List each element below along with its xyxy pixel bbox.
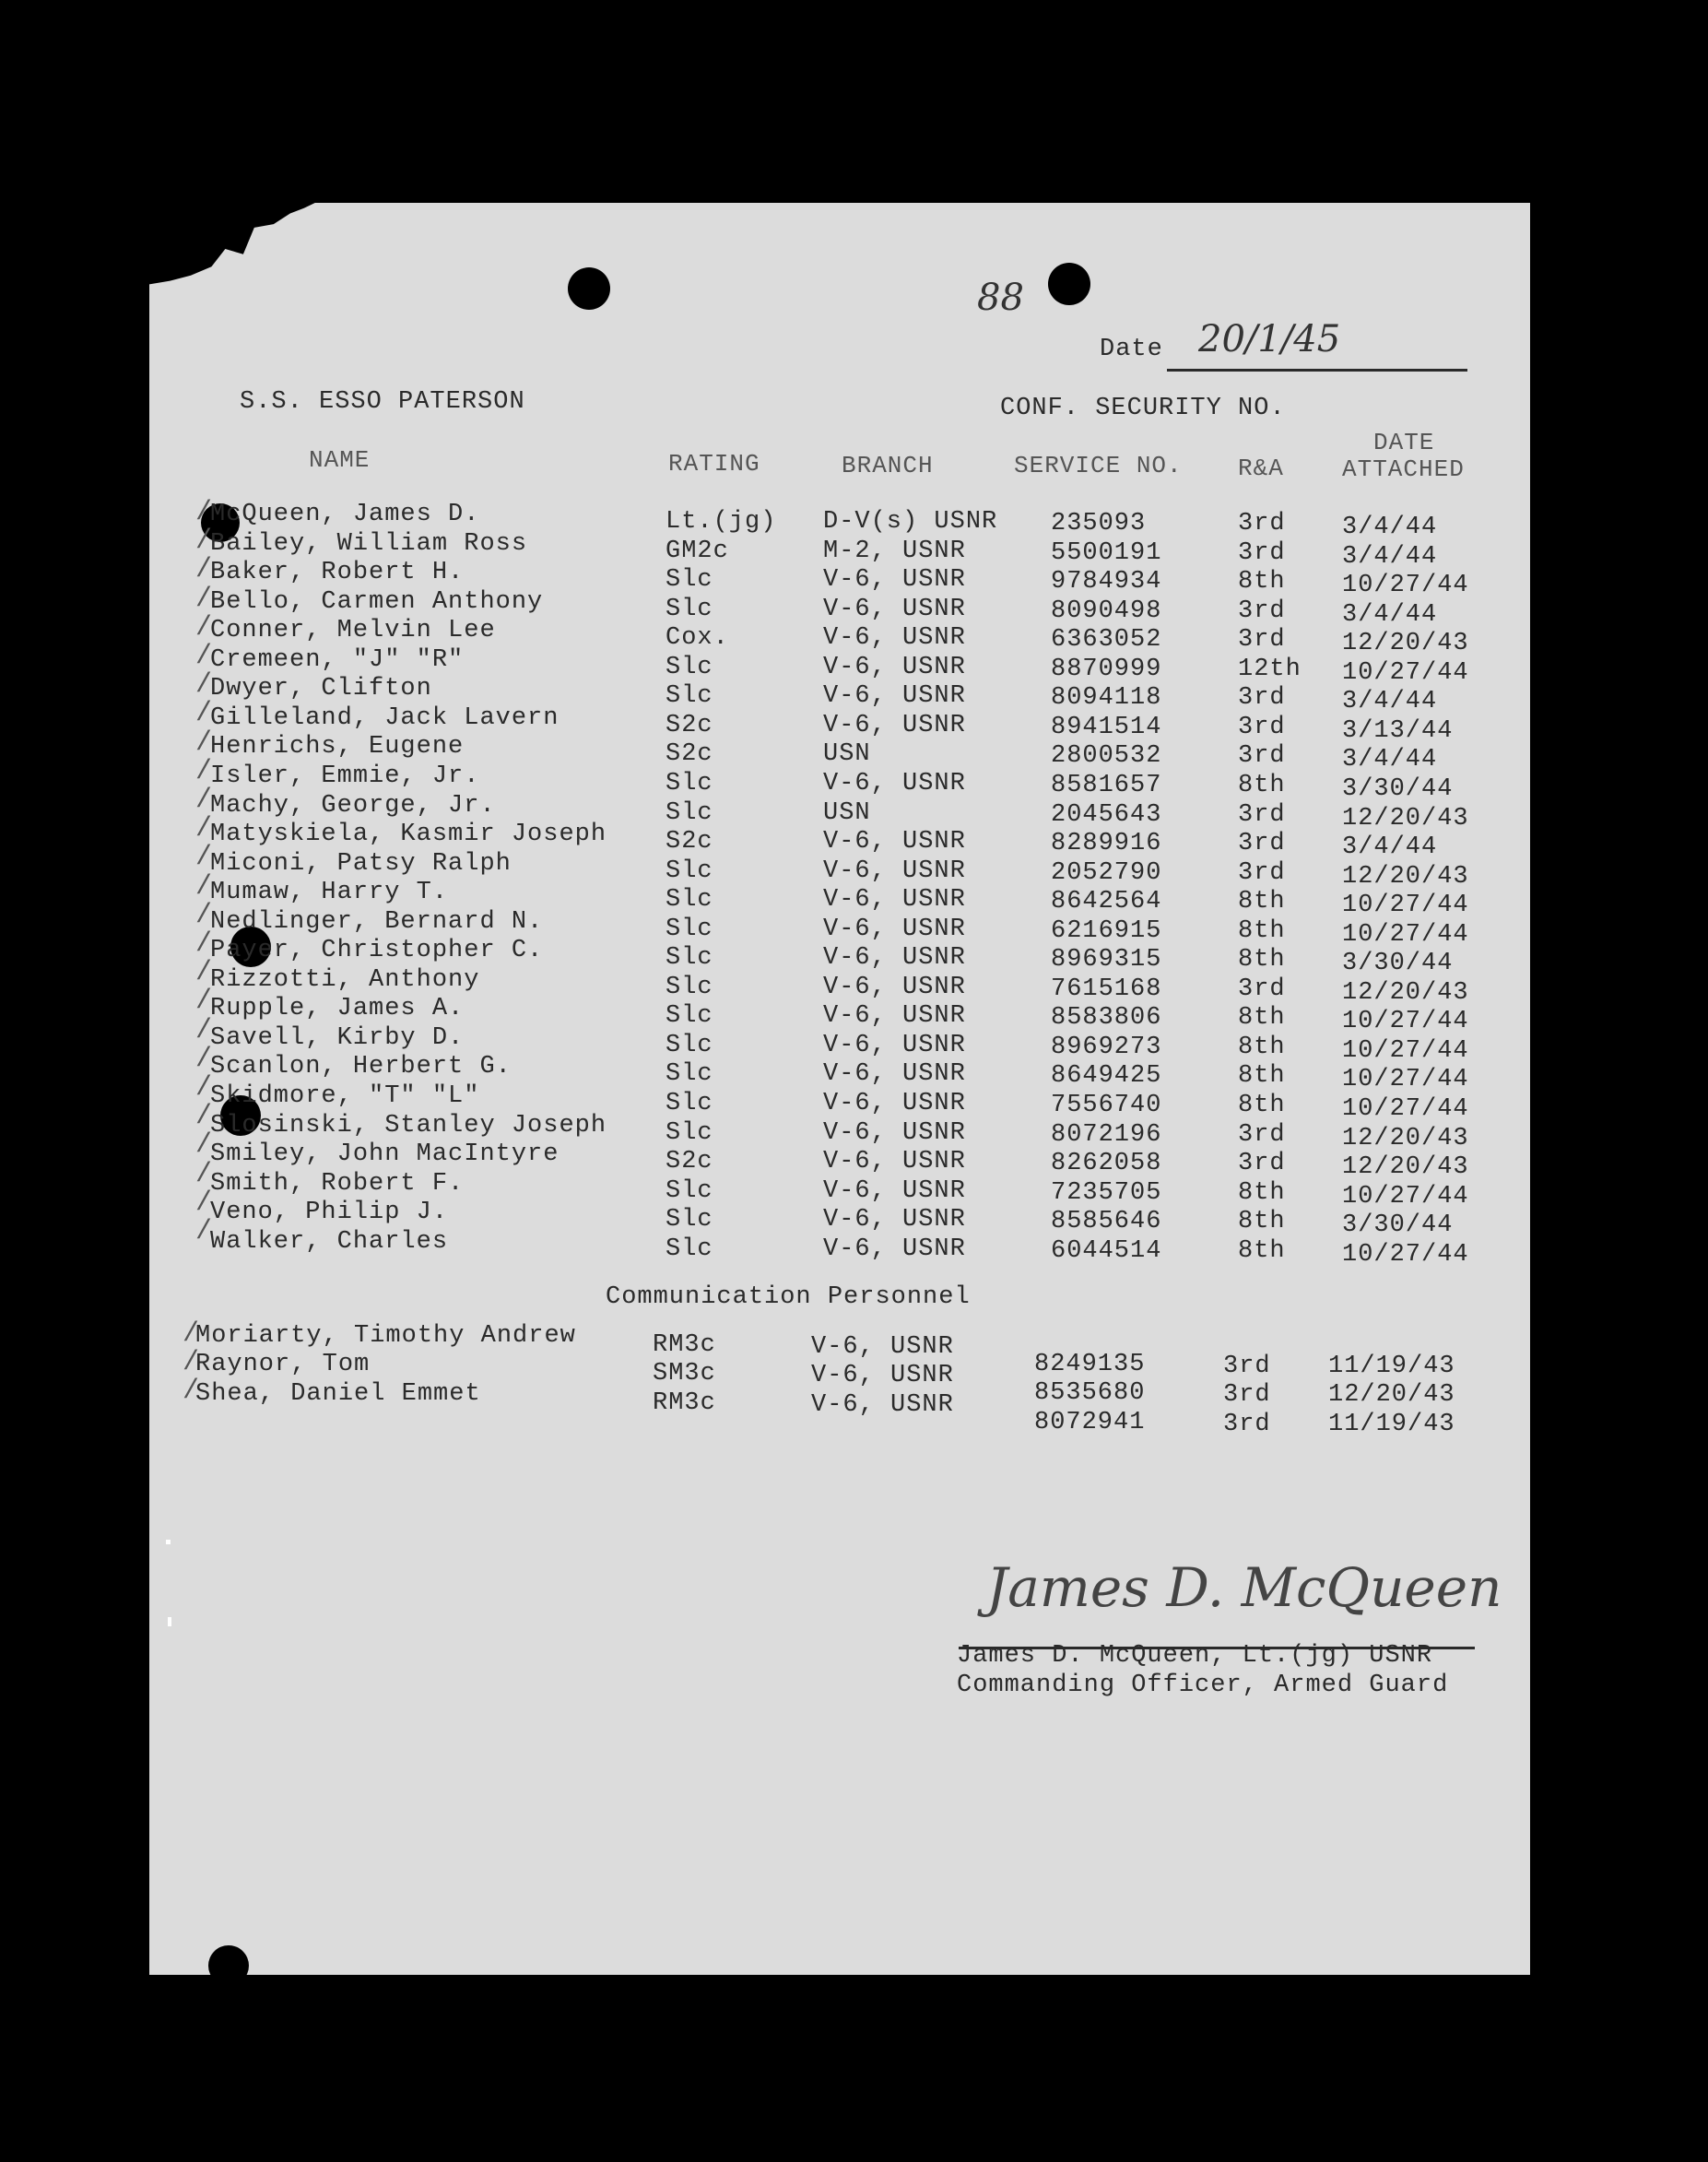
header-date-line1: DATE xyxy=(1373,429,1435,456)
cell-service-no: 8581657 xyxy=(1051,771,1162,799)
cell-service-no: 6044514 xyxy=(1051,1236,1162,1265)
cell-rating: Slc xyxy=(666,1206,713,1235)
cell-name: Matyskiela, Kasmir Joseph xyxy=(210,821,607,849)
cell-date-attached: 12/20/43 xyxy=(1342,862,1469,891)
cell-date-attached: 10/27/44 xyxy=(1342,920,1469,949)
cell-rating: S2c xyxy=(666,740,713,769)
cell-name: Baker, Robert H. xyxy=(210,559,465,587)
cell-rating: Cox. xyxy=(666,624,729,653)
cell-rating: Slc xyxy=(666,595,713,623)
check-mark: / xyxy=(195,813,213,845)
header-date-line2: ATTACHED xyxy=(1342,455,1465,483)
cell-ra: 3rd xyxy=(1223,1410,1271,1438)
cell-service-no: 5500191 xyxy=(1051,538,1162,567)
cell-rating: SM3c xyxy=(653,1360,716,1388)
cell-date-attached: 12/20/43 xyxy=(1342,630,1469,658)
cell-name: Veno, Philip J. xyxy=(210,1199,449,1227)
cell-name: Conner, Melvin Lee xyxy=(210,617,496,645)
date-label: Date xyxy=(1100,336,1163,363)
cell-branch: V-6, USNR xyxy=(823,1002,966,1031)
cell-ra: 8th xyxy=(1238,1178,1286,1207)
cell-ra: 3rd xyxy=(1238,800,1286,829)
cell-rating: RM3c xyxy=(653,1388,716,1417)
cell-branch: V-6, USNR xyxy=(823,944,966,973)
cell-ra: 8th xyxy=(1238,1208,1286,1236)
check-mark: / xyxy=(195,1129,213,1162)
cell-rating: Slc xyxy=(666,653,713,681)
cell-ra: 3rd xyxy=(1223,1381,1271,1410)
cell-service-no: 7556740 xyxy=(1051,1092,1162,1119)
cell-branch: V-6, USNR xyxy=(823,857,966,885)
cell-date-attached: 10/27/44 xyxy=(1342,1066,1469,1094)
cell-name: Nedlinger, Bernard N. xyxy=(210,907,544,936)
cell-rating: GM2c xyxy=(666,537,729,565)
cell-rating: Slc xyxy=(666,944,713,973)
cell-rating: Slc xyxy=(666,682,713,711)
cell-ra: 3rd xyxy=(1223,1353,1271,1380)
check-mark: / xyxy=(183,1347,200,1378)
cell-service-no: 8969315 xyxy=(1051,946,1162,975)
check-mark: / xyxy=(195,899,213,931)
cell-date-attached: 3/30/44 xyxy=(1342,950,1454,978)
cell-rating: Slc xyxy=(666,973,713,1001)
cell-branch: D-V(s) USNR xyxy=(823,508,998,536)
cell-service-no: 8094118 xyxy=(1051,684,1162,713)
check-mark: / xyxy=(195,583,213,615)
check-mark: / xyxy=(195,1072,213,1104)
cell-rating: Slc xyxy=(666,1002,713,1031)
cell-date-attached: 12/20/43 xyxy=(1328,1381,1455,1410)
page-number: 88 xyxy=(977,277,1024,319)
cell-date-attached: 10/27/44 xyxy=(1342,1095,1469,1123)
check-mark: / xyxy=(195,986,213,1018)
cell-branch: V-6, USNR xyxy=(823,828,966,857)
cell-date-attached: 12/20/43 xyxy=(1342,1124,1469,1152)
cell-date-attached: 10/27/44 xyxy=(1342,1182,1469,1211)
cell-rating: Slc xyxy=(666,1118,713,1147)
cell-name: Cremeen, "J" "R" xyxy=(210,645,465,674)
cell-name: Skidmore, "T" "L" xyxy=(210,1082,480,1110)
cell-name: Bello, Carmen Anthony xyxy=(210,587,544,616)
cell-service-no: 8072196 xyxy=(1051,1120,1162,1149)
check-mark: / xyxy=(195,1187,213,1219)
cell-date-attached: 12/20/43 xyxy=(1342,978,1469,1007)
check-mark: / xyxy=(195,785,213,816)
cell-name: Isler, Emmie, Jr. xyxy=(210,762,480,790)
cell-name: Slosinski, Stanley Joseph xyxy=(210,1111,607,1140)
check-mark: / xyxy=(195,641,213,672)
cell-service-no: 235093 xyxy=(1051,510,1147,538)
cell-branch: V-6, USNR xyxy=(823,595,966,623)
check-mark: / xyxy=(195,755,213,787)
check-mark: / xyxy=(195,870,213,903)
cell-ra: 8th xyxy=(1238,1033,1286,1061)
cell-branch: V-6, USNR xyxy=(823,653,966,681)
check-mark: / xyxy=(183,1376,200,1407)
cell-name: Payer, Christopher C. xyxy=(210,937,544,965)
edge-mark xyxy=(166,1540,171,1544)
cell-ra: 8th xyxy=(1238,1062,1286,1091)
cell-rating: Slc xyxy=(666,1176,713,1205)
cell-branch: V-6, USNR xyxy=(823,1176,966,1205)
cell-ra: 3rd xyxy=(1238,830,1286,858)
cell-branch: V-6, USNR xyxy=(823,915,966,943)
cell-branch: V-6, USNR xyxy=(823,973,966,1001)
check-mark: / xyxy=(195,1014,213,1046)
cell-ra: 3rd xyxy=(1238,510,1286,538)
cell-branch: V-6, USNR xyxy=(823,1235,966,1263)
cell-branch: M-2, USNR xyxy=(823,537,966,565)
date-underline xyxy=(1167,369,1467,372)
check-mark: / xyxy=(195,554,213,586)
cell-service-no: 8969273 xyxy=(1051,1033,1162,1061)
cell-ra: 3rd xyxy=(1238,858,1286,887)
check-mark: / xyxy=(195,928,213,960)
cell-service-no: 6216915 xyxy=(1051,916,1162,945)
cell-service-no: 8583806 xyxy=(1051,1004,1162,1033)
header-service-no: SERVICE NO. xyxy=(1014,452,1183,479)
cell-branch: V-6, USNR xyxy=(823,1148,966,1176)
cell-rating: S2c xyxy=(666,828,713,857)
cell-ra: 8th xyxy=(1238,916,1286,945)
check-mark: / xyxy=(195,1158,213,1190)
cell-rating: S2c xyxy=(666,711,713,739)
check-mark: / xyxy=(183,1318,200,1350)
cell-date-attached: 11/19/43 xyxy=(1328,1353,1455,1380)
cell-ra: 3rd xyxy=(1238,597,1286,625)
cell-name: Dwyer, Clifton xyxy=(210,675,432,703)
punch-hole xyxy=(568,267,610,310)
cell-rating: Slc xyxy=(666,1031,713,1059)
cell-name: Smiley, John MacIntyre xyxy=(210,1140,560,1169)
cell-service-no: 7235705 xyxy=(1051,1178,1162,1207)
conf-security-label: CONF. SECURITY NO. xyxy=(1000,395,1286,422)
cell-ra: 8th xyxy=(1238,888,1286,916)
cell-name: Scanlon, Herbert G. xyxy=(210,1053,512,1081)
cell-ra: 3rd xyxy=(1238,626,1286,655)
cell-rating: Slc xyxy=(666,769,713,797)
cell-branch: USN xyxy=(823,740,871,769)
cell-name: Moriarty, Timothy Andrew xyxy=(195,1322,576,1350)
cell-date-attached: 10/27/44 xyxy=(1342,1008,1469,1036)
cell-date-attached: 10/27/44 xyxy=(1342,1036,1469,1065)
cell-ra: 8th xyxy=(1238,946,1286,975)
cell-ra: 3rd xyxy=(1238,538,1286,567)
cell-name: Shea, Daniel Emmet xyxy=(195,1379,481,1408)
cell-date-attached: 10/27/44 xyxy=(1342,1240,1469,1269)
check-mark: / xyxy=(195,669,213,702)
check-mark: / xyxy=(195,497,213,528)
cell-name: Raynor, Tom xyxy=(195,1351,371,1379)
check-mark: / xyxy=(195,727,213,759)
cell-date-attached: 3/4/44 xyxy=(1342,833,1438,862)
cell-branch: V-6, USNR xyxy=(823,1060,966,1089)
check-mark: / xyxy=(195,842,213,874)
cell-ra: 3rd xyxy=(1238,975,1286,1003)
ship-name: S.S. ESSO PATERSON xyxy=(240,388,525,416)
check-mark: / xyxy=(195,526,213,558)
header-rating: RATING xyxy=(668,450,760,478)
cell-date-attached: 3/30/44 xyxy=(1342,774,1454,803)
punch-hole xyxy=(1048,263,1090,305)
signature: James D. McQueen xyxy=(986,1556,1502,1619)
check-mark: / xyxy=(195,957,213,989)
check-mark: / xyxy=(195,1101,213,1133)
cell-rating: Slc xyxy=(666,798,713,827)
cell-name: Henrichs, Eugene xyxy=(210,733,465,762)
cell-date-attached: 10/27/44 xyxy=(1342,892,1469,920)
cell-ra: 3rd xyxy=(1238,742,1286,771)
cell-ra: 8th xyxy=(1238,568,1286,597)
cell-branch: V-6, USNR xyxy=(811,1362,954,1390)
cell-date-attached: 3/13/44 xyxy=(1342,716,1454,745)
cell-rating: Lt.(jg) xyxy=(666,508,777,536)
cell-date-attached: 12/20/43 xyxy=(1342,1153,1469,1182)
signer-title: Commanding Officer, Armed Guard xyxy=(957,1672,1449,1699)
cell-service-no: 2052790 xyxy=(1051,858,1162,887)
cell-service-no: 7615168 xyxy=(1051,975,1162,1003)
cell-branch: V-6, USNR xyxy=(823,886,966,915)
cell-branch: V-6, USNR xyxy=(823,1090,966,1117)
cell-branch: V-6, USNR xyxy=(823,624,966,653)
cell-branch: V-6, USNR xyxy=(823,769,966,797)
date-value: 20/1/45 xyxy=(1198,318,1341,360)
cell-branch: USN xyxy=(823,798,871,827)
cell-service-no: 8642564 xyxy=(1051,888,1162,916)
cell-name: Smith, Robert F. xyxy=(210,1169,465,1198)
cell-rating: Slc xyxy=(666,857,713,885)
cell-name: Miconi, Patsy Ralph xyxy=(210,849,512,878)
cell-name: Gilleland, Jack Lavern xyxy=(210,703,560,732)
cell-date-attached: 3/4/44 xyxy=(1342,688,1438,716)
cell-date-attached: 3/4/44 xyxy=(1342,542,1438,571)
cell-service-no: 8262058 xyxy=(1051,1150,1162,1178)
cell-rating: Slc xyxy=(666,1235,713,1263)
check-mark: / xyxy=(195,1216,213,1247)
cell-rating: Slc xyxy=(666,1060,713,1089)
cell-branch: V-6, USNR xyxy=(823,1031,966,1059)
comm-personnel-title: Communication Personnel xyxy=(606,1283,971,1311)
edge-mark xyxy=(168,1617,171,1626)
cell-service-no: 8535680 xyxy=(1034,1379,1146,1408)
cell-name: Bailey, William Ross xyxy=(210,529,528,558)
cell-service-no: 8585646 xyxy=(1051,1208,1162,1236)
header-branch: BRANCH xyxy=(842,452,934,479)
cell-rating: Slc xyxy=(666,1090,713,1117)
cell-ra: 8th xyxy=(1238,1092,1286,1119)
cell-branch: V-6, USNR xyxy=(811,1333,954,1361)
cell-name: Savell, Kirby D. xyxy=(210,1023,465,1052)
cell-date-attached: 10/27/44 xyxy=(1342,658,1469,687)
cell-name: Rizzotti, Anthony xyxy=(210,965,480,994)
cell-ra: 3rd xyxy=(1238,713,1286,741)
cell-name: Walker, Charles xyxy=(210,1227,449,1256)
cell-service-no: 6363052 xyxy=(1051,626,1162,655)
cell-service-no: 8072941 xyxy=(1034,1408,1146,1436)
header-ra: R&A xyxy=(1238,455,1284,482)
cell-branch: V-6, USNR xyxy=(811,1390,954,1419)
cell-service-no: 8941514 xyxy=(1051,713,1162,741)
cell-ra: 12th xyxy=(1238,655,1302,683)
cell-service-no: 8289916 xyxy=(1051,830,1162,858)
check-mark: / xyxy=(195,1043,213,1075)
cell-ra: 8th xyxy=(1238,1236,1286,1265)
cell-rating: RM3c xyxy=(653,1331,716,1359)
cell-date-attached: 10/27/44 xyxy=(1342,572,1469,600)
cell-branch: V-6, USNR xyxy=(823,682,966,711)
cell-branch: V-6, USNR xyxy=(823,1118,966,1147)
cell-ra: 3rd xyxy=(1238,1150,1286,1178)
cell-date-attached: 3/4/44 xyxy=(1342,746,1438,774)
cell-name: McQueen, James D. xyxy=(210,501,480,528)
cell-ra: 3rd xyxy=(1238,1120,1286,1149)
cell-date-attached: 3/4/44 xyxy=(1342,514,1438,541)
cell-service-no: 2045643 xyxy=(1051,800,1162,829)
cell-date-attached: 3/4/44 xyxy=(1342,600,1438,629)
check-mark: / xyxy=(195,698,213,730)
cell-service-no: 9784934 xyxy=(1051,568,1162,597)
cell-branch: V-6, USNR xyxy=(823,711,966,739)
cell-service-no: 8249135 xyxy=(1034,1351,1146,1378)
cell-name: Rupple, James A. xyxy=(210,995,465,1023)
cell-rating: S2c xyxy=(666,1148,713,1176)
punch-hole xyxy=(208,1945,249,1986)
cell-date-attached: 3/30/44 xyxy=(1342,1211,1454,1240)
cell-service-no: 8090498 xyxy=(1051,597,1162,625)
header-name: NAME xyxy=(309,446,371,474)
cell-service-no: 8649425 xyxy=(1051,1062,1162,1091)
cell-service-no: 2800532 xyxy=(1051,742,1162,771)
signer-name: James D. McQueen, Lt.(jg) USNR xyxy=(957,1642,1433,1670)
cell-ra: 3rd xyxy=(1238,684,1286,713)
cell-branch: V-6, USNR xyxy=(823,1206,966,1235)
cell-branch: V-6, USNR xyxy=(823,566,966,595)
cell-rating: Slc xyxy=(666,915,713,943)
cell-rating: Slc xyxy=(666,886,713,915)
check-mark: / xyxy=(195,611,213,644)
cell-rating: Slc xyxy=(666,566,713,595)
cell-date-attached: 11/19/43 xyxy=(1328,1410,1455,1438)
cell-service-no: 8870999 xyxy=(1051,655,1162,683)
cell-ra: 8th xyxy=(1238,771,1286,799)
cell-name: Mumaw, Harry T. xyxy=(210,879,449,907)
cell-ra: 8th xyxy=(1238,1004,1286,1033)
cell-name: Machy, George, Jr. xyxy=(210,791,496,820)
cell-date-attached: 12/20/43 xyxy=(1342,804,1469,833)
